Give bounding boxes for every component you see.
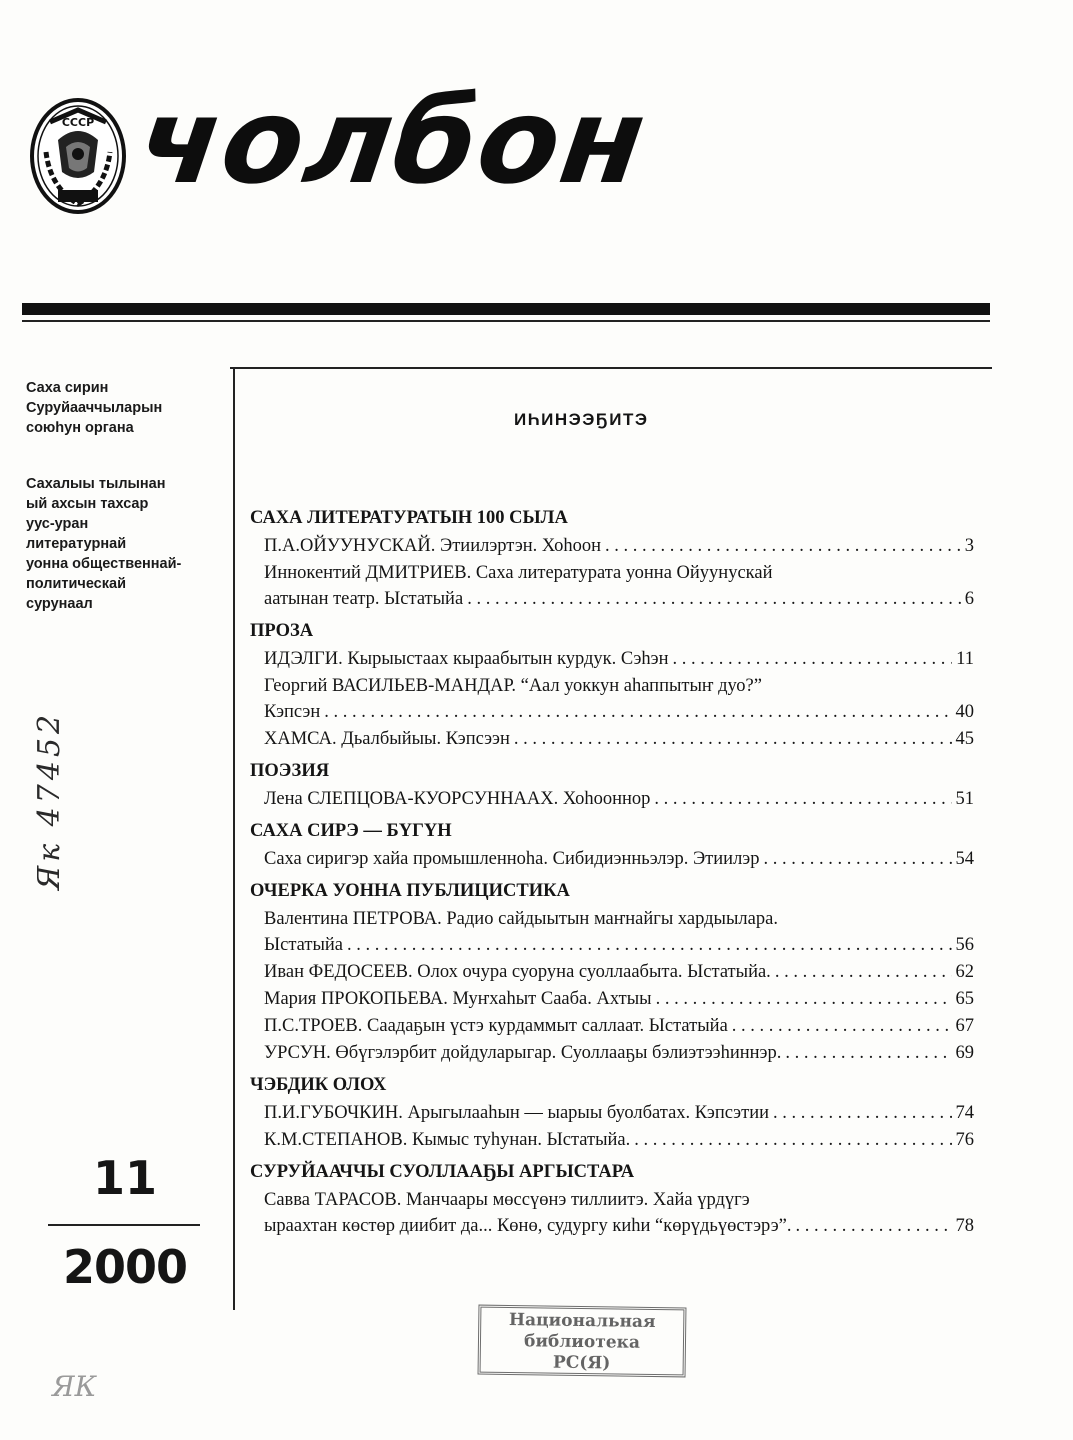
page-number: 3: [964, 536, 974, 556]
toc-entry[interactable]: [264, 906, 974, 958]
page-number: 62: [955, 962, 974, 982]
description-line: уус-уран: [26, 516, 89, 532]
page-number: 76: [955, 1130, 974, 1150]
entry-text-line: Савва ТАРАСОВ. Манчаары мөссүөнэ тиллиитэ. Хайа үрдүгэ: [264, 1190, 750, 1210]
toc-entry[interactable]: [264, 1187, 974, 1239]
journal-description: [26, 474, 226, 614]
entry-text: Саха сиригэр хайа промышленноһа. Сибидиэнньэлэр. Этиилэр: [264, 849, 760, 869]
library-stamp: [478, 1305, 687, 1378]
page-number: 56: [955, 935, 974, 955]
dot-leader: [605, 533, 961, 559]
toc-entry[interactable]: [264, 533, 974, 559]
description-line: политическай: [26, 576, 126, 592]
publisher-line: Саха сирин: [26, 380, 109, 396]
dot-leader: [775, 959, 952, 985]
toc-entry[interactable]: [264, 846, 974, 872]
toc-section: [250, 505, 974, 612]
entry-text-line: Георгий ВАСИЛЬЕВ-МАНДАР. “Аал уоккун аһаппытыҥ дуо?”: [264, 676, 762, 696]
dot-leader: [796, 1213, 952, 1239]
dot-leader: [732, 1013, 952, 1039]
issue-number: 11: [92, 1151, 157, 1205]
section-heading: ЧЭБДИК ОЛОХ: [250, 1075, 387, 1095]
entry-text-line: Иннокентий ДМИТРИЕВ. Саха литературата уонна Ойуунускай: [264, 563, 773, 583]
toc-entry[interactable]: [264, 1127, 974, 1153]
section-heading: ПРОЗА: [250, 621, 314, 641]
toc-section: [250, 1072, 974, 1153]
dot-leader: [654, 786, 951, 812]
page-number: 74: [955, 1103, 974, 1123]
page-number: 45: [955, 729, 974, 749]
dot-leader: [347, 932, 951, 958]
contents-title: ИҺИНЭЭҔИТЭ: [514, 410, 649, 429]
journal-title: чолбон: [130, 72, 656, 210]
dot-leader: [514, 726, 952, 752]
toc-section: [250, 618, 974, 752]
entry-text: Иван ФЕДОСЕЕВ. Олох очура суоруна суоллаабыта. Ыстатыйа.: [264, 962, 771, 982]
toc-entry[interactable]: [264, 959, 974, 985]
toc-section: [250, 818, 974, 872]
contents-top-rule: [230, 367, 992, 369]
page-number: 11: [956, 649, 974, 669]
ussr-emblem-icon: [28, 92, 128, 217]
dot-leader: [467, 586, 961, 612]
page-number: 67: [955, 1016, 974, 1036]
page-number: 78: [955, 1216, 974, 1236]
entry-text: Кэпсэн: [264, 702, 321, 722]
page-number: 40: [955, 702, 974, 722]
section-heading: ОЧЕРКА УОННА ПУБЛИЦИСТИКА: [250, 881, 570, 901]
entry-text-line: Валентина ПЕТРОВА. Радио сайдыытын маҥнайгы хардыылара.: [264, 909, 778, 929]
stamp-line: Национальная: [508, 1309, 656, 1333]
entry-text: аатынан театр. Ыстатыйа: [264, 589, 464, 609]
column-divider: [233, 367, 235, 1310]
handwritten-shelf-mark: Як 47452: [32, 710, 67, 890]
entry-text: К.М.СТЕПАНОВ. Кымыс туһунан. Ыстатыйа.: [264, 1130, 631, 1150]
publisher-line: союһун органа: [26, 420, 134, 436]
toc-entry[interactable]: [264, 673, 974, 725]
issue-divider: [48, 1224, 200, 1226]
toc-section: [250, 758, 974, 812]
toc-entry[interactable]: [264, 1100, 974, 1126]
description-line: Сахалыы тылынан: [26, 476, 166, 492]
svg-text:СССР: СССР: [61, 116, 95, 129]
masthead-rule-thin: [22, 320, 990, 322]
entry-text: П.А.ОЙУУНУСКАЙ. Этиилэртэн. Хоһоон: [264, 536, 602, 556]
masthead-rule-thick: [22, 303, 990, 315]
section-heading: ПОЭЗИЯ: [250, 761, 330, 781]
page-number: 54: [955, 849, 974, 869]
dot-leader: [324, 699, 951, 725]
dot-leader: [785, 1040, 951, 1066]
entry-text: Лена СЛЕПЦОВА-КУОРСУННААХ. Хоһооннор: [264, 789, 651, 809]
entry-text: Ыстатыйа: [264, 935, 344, 955]
page-number: 65: [955, 989, 974, 1009]
toc-entry[interactable]: [264, 1040, 974, 1066]
publisher-line: Суруйааччыларын: [26, 400, 163, 416]
entry-text: ыраахтан көстөр диибит да... Көнө, судургу киһи “көрүдьүөстэрэ”.: [264, 1216, 792, 1236]
section-heading: САХА СИРЭ — БҮГҮН: [250, 821, 452, 841]
toc-entry[interactable]: [264, 786, 974, 812]
publisher-note: [26, 378, 226, 438]
toc-entry[interactable]: [264, 560, 974, 612]
toc-entry[interactable]: [264, 1013, 974, 1039]
dot-leader: [634, 1127, 951, 1153]
toc-section: [250, 1159, 974, 1239]
dot-leader: [773, 1100, 951, 1126]
entry-text: УРСУН. Өбүгэлэрбит дойдуларыгар. Суоллааҕы бэлиэтээһиннэр.: [264, 1043, 782, 1063]
toc-entry[interactable]: [264, 646, 974, 672]
entry-text: ИДЭЛГИ. Кырыыстаах кыраабытын курдук. Сэһэн: [264, 649, 669, 669]
page-number: 6: [964, 589, 974, 609]
issue-year: 2000: [62, 1240, 188, 1294]
dot-leader: [764, 846, 952, 872]
description-line: ый ахсын тахсар: [26, 496, 149, 512]
section-heading: САХА ЛИТЕРАТУРАТЫН 100 СЫЛА: [250, 508, 568, 528]
handwritten-initials: ЯК: [52, 1370, 97, 1403]
toc-entry[interactable]: [264, 986, 974, 1012]
stamp-line: РС(Я): [552, 1352, 611, 1374]
page-number: 69: [955, 1043, 974, 1063]
entry-text: Мария ПРОКОПЬЕВА. Муҥхаһыт Сааба. Ахтыы: [264, 989, 652, 1009]
dot-leader: [673, 646, 953, 672]
section-heading: СУРУЙААЧЧЫ СУОЛЛААҔЫ АРГЫСТАРА: [250, 1162, 635, 1182]
description-line: литературнай: [26, 536, 127, 552]
page-number: 51: [955, 789, 974, 809]
entry-text: ХАМСА. Дьалбыйыы. Кэпсээн: [264, 729, 510, 749]
toc-section: [250, 878, 974, 1066]
description-line: сурунаал: [26, 596, 93, 612]
description-line: уонна общественнай-: [26, 556, 182, 572]
entry-text: П.И.ГУБОЧКИН. Арыгылааһын — ыарыы буолбатах. Кэпсэтии: [264, 1103, 770, 1123]
toc-entry[interactable]: [264, 726, 974, 752]
entry-text: П.С.ТРОЕВ. Саадаҕын үстэ курдаммыт саллаат. Ыстатыйа: [264, 1016, 728, 1036]
stamp-line: библиотека: [523, 1331, 641, 1353]
table-of-contents: [250, 505, 974, 1240]
dot-leader: [656, 986, 952, 1012]
